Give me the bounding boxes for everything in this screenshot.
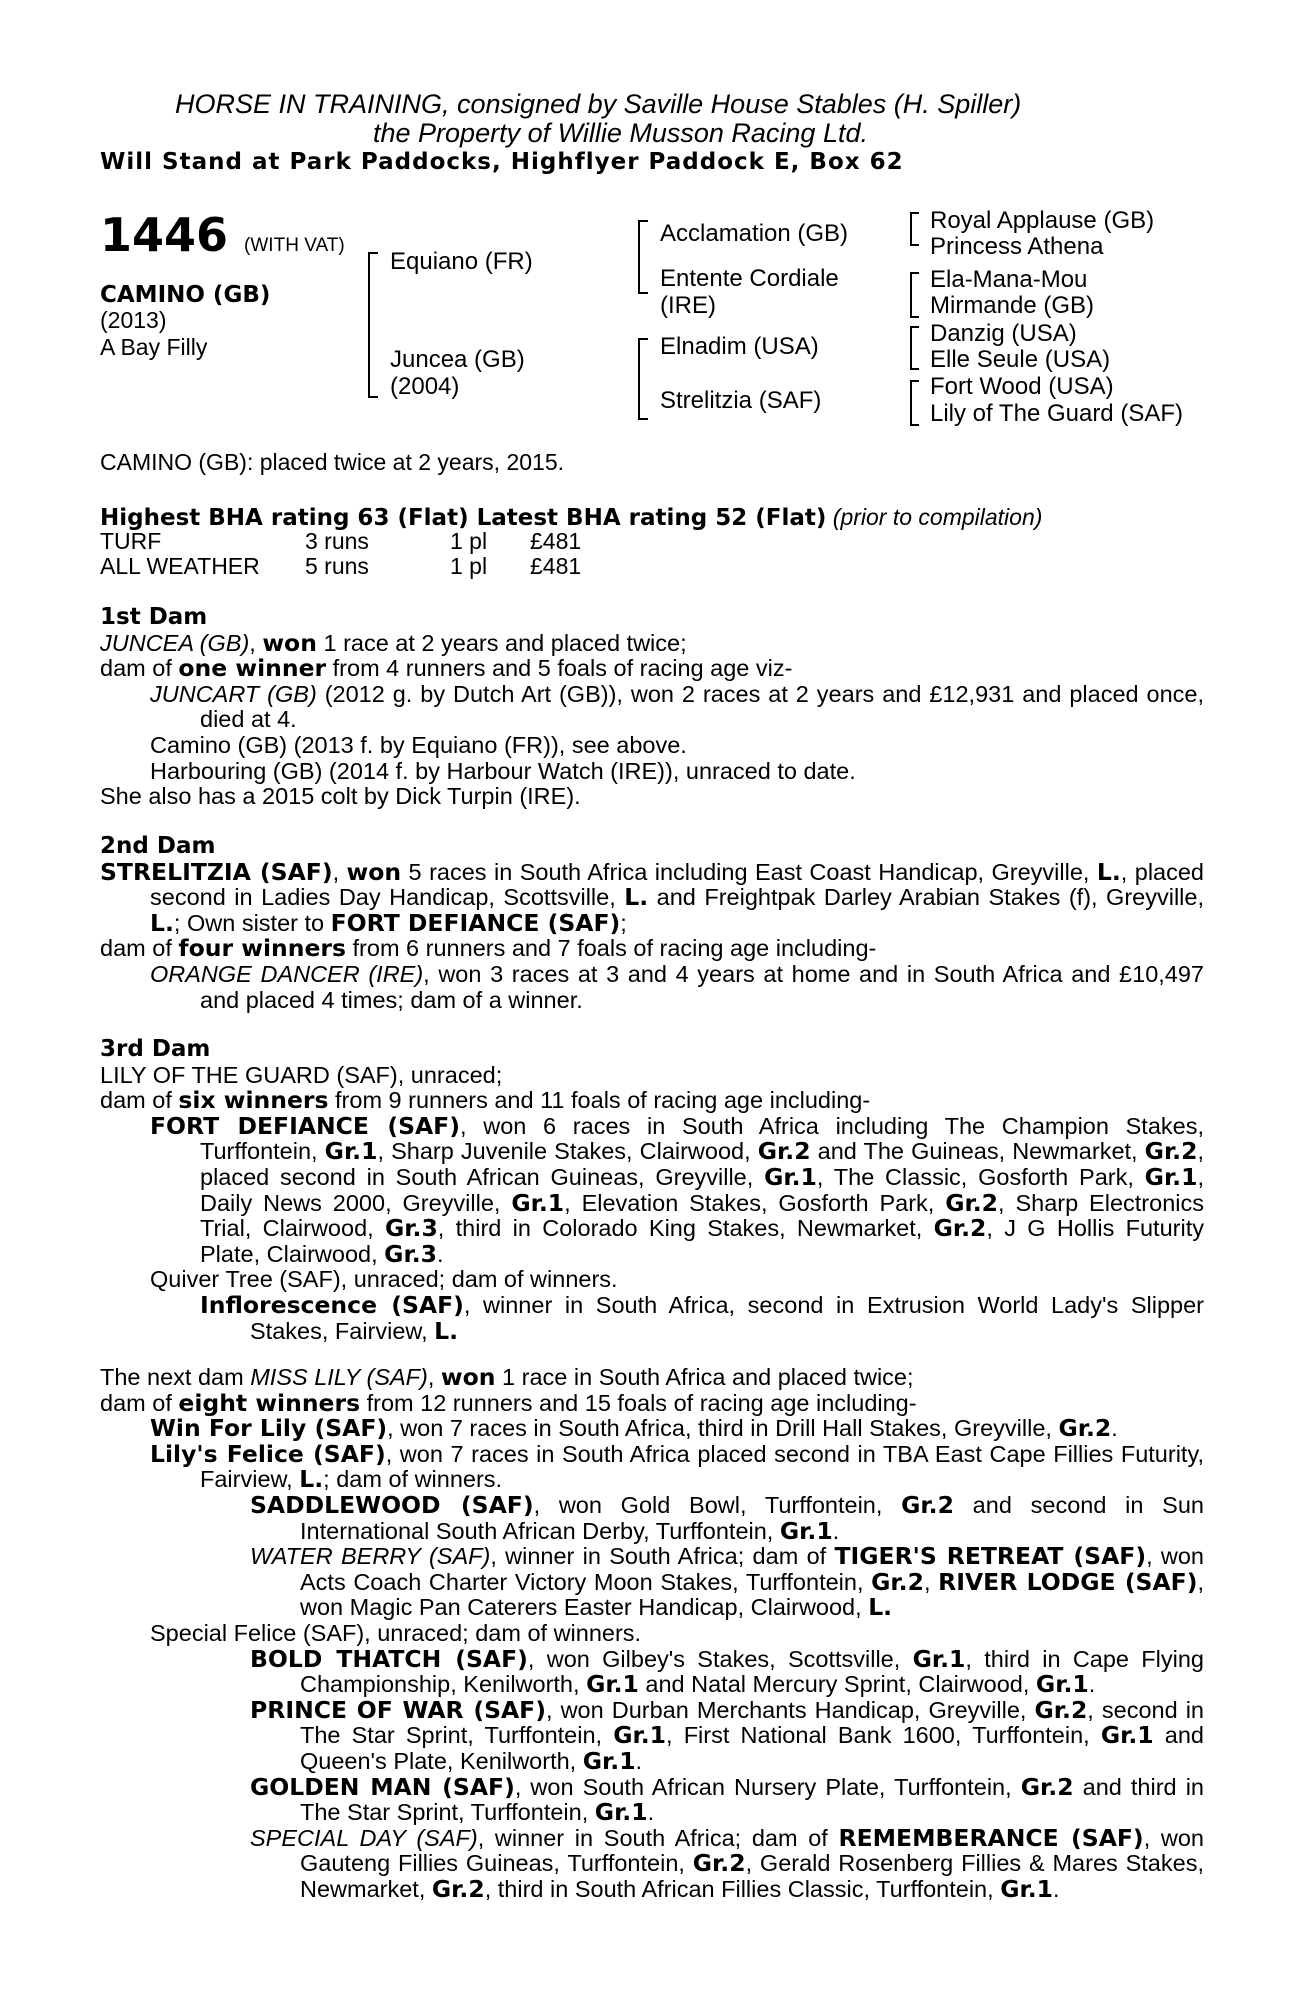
text: dam of xyxy=(100,935,179,962)
paragraph: Harbouring (GB) (2014 f. by Harbour Watch (IRE)), unraced to date. xyxy=(150,757,856,784)
text: , Gerald Rosenberg Fillies & Mares Stakes, Newmarket, xyxy=(300,1850,1204,1902)
header-line-3: Will Stand at Park Paddocks, Highflyer Paddock E, Box 62 xyxy=(100,149,904,175)
text: and second in Sun International South African Derby, Turffontein, xyxy=(300,1491,1204,1544)
horse-description: A Bay Filly xyxy=(100,334,208,360)
horse-name: ORANGE DANCER (IRE) xyxy=(150,960,424,987)
winners-count: one winner xyxy=(178,654,327,683)
grade: Gr.1 xyxy=(1100,1721,1154,1750)
text: , won South African Nursery Plate, Turffontein, xyxy=(514,1773,1021,1800)
text: , third in Cape Flying Championship, Kenilworth, xyxy=(300,1645,1204,1698)
table-cell: TURF xyxy=(100,528,162,554)
pedigree-sdd: Mirmande (GB) xyxy=(930,292,1095,319)
text: . xyxy=(1088,1671,1096,1698)
rating-note: (prior to compilation) xyxy=(832,504,1043,530)
paragraph xyxy=(100,1088,1204,1114)
grade: Gr.1 xyxy=(1000,1874,1054,1903)
grade: Gr.2 xyxy=(933,1214,987,1243)
paragraph xyxy=(100,962,1204,1013)
text: , won 3 races at 3 and 4 years at home and in South Africa and £10,497 and placed 4 times; dam of a winner. xyxy=(200,960,1204,1013)
grade: Gr.1 xyxy=(779,1516,833,1545)
horse-name: FORT DEFIANCE (SAF) xyxy=(330,908,621,937)
header-line-2: the Property of Willie Musson Racing Ltd. xyxy=(373,118,868,148)
text: dam of xyxy=(100,1087,179,1114)
paragraph xyxy=(100,1644,1204,1699)
grade: L. xyxy=(434,1316,459,1345)
horse-name: FORT DEFIANCE (SAF) xyxy=(150,1111,460,1140)
table-cell: £481 xyxy=(530,553,582,579)
horse-name: Win For Lily (SAF) xyxy=(150,1414,388,1443)
grade: L. xyxy=(1096,857,1121,886)
grade: Gr.3 xyxy=(384,1214,438,1243)
text: ; dam of winners. xyxy=(323,1466,503,1493)
pedigree-sire: Equiano (FR) xyxy=(390,248,533,275)
horse-name: MISS LILY (SAF) xyxy=(250,1364,428,1390)
grade: Gr.2 xyxy=(1058,1414,1112,1443)
horse-name: BOLD THATCH (SAF) xyxy=(250,1644,528,1673)
brace-4a xyxy=(910,212,919,246)
pedigree-ssd: Princess Athena xyxy=(930,233,1104,260)
won-text: won xyxy=(440,1363,496,1391)
paragraph: JUNCEA (GB), won 1 race at 2 years and placed twice; xyxy=(100,628,687,657)
text: from 6 runners and 7 foals of racing age including- xyxy=(346,935,877,962)
pedigree-dam: Juncea (GB) xyxy=(390,346,525,373)
grade: Gr.1 xyxy=(1144,1162,1198,1191)
text: and third in The Star Sprint, Turffontein, xyxy=(300,1773,1204,1826)
paragraph: FORT DEFIANCE (SAF), won 6 races in South Africa including The Champion Stakes, Turffontein, Gr.1, Sharp Juvenile Stakes, Clairwood, Gr.2 and The Guineas, Newmarket, Gr.2, placed second in South African Guineas, Greyville, Gr.1, The Classic, Gosforth Park, Gr.1, Daily News 2000, Greyville, Gr.1, Elevation Stakes, Gosforth Park, Gr.2, Sharp Electronics Trial, Clairwood, Gr.3, third in Colorado King Stakes, Newmarket, Gr.2, J G Hollis Futurity Plate, Clairwood, Gr.3. xyxy=(150,1111,1204,1268)
text: , second in The Star Sprint, Turffontein, xyxy=(300,1696,1205,1749)
text: 1 race in South Africa and placed twice; xyxy=(495,1364,914,1390)
table-cell: ALL WEATHER xyxy=(100,553,260,579)
horse-name: STRELITZIA (SAF) xyxy=(100,857,333,886)
runs-table xyxy=(100,529,581,579)
vat-label: (WITH VAT) xyxy=(244,235,345,256)
grade: L. xyxy=(150,908,174,937)
paragraph xyxy=(100,1388,1204,1417)
text: , Daily News 2000, Greyville, xyxy=(200,1163,1204,1216)
table-cell: 1 pl xyxy=(450,553,488,579)
grade: L. xyxy=(868,1593,893,1622)
text: 5 races in South Africa including East Coast Handicap, Greyville, xyxy=(401,858,1097,885)
text: dam of xyxy=(100,655,179,682)
text: , Sharp Electronics Trial, Clairwood, xyxy=(200,1189,1204,1242)
sire-parents-brace xyxy=(638,220,648,294)
lot-number-value: 1446 xyxy=(100,208,229,262)
text: ; Own sister to xyxy=(173,909,331,936)
rating-bold: Highest BHA rating 63 (Flat) Latest BHA rating 52 (Flat) xyxy=(100,505,827,531)
pedigree-dsd: Elle Seule (USA) xyxy=(930,346,1111,373)
paragraph xyxy=(100,1290,1204,1345)
text: , won Durban Merchants Handicap, Greyville, xyxy=(545,1696,1035,1723)
paragraph xyxy=(100,936,1204,962)
text: , Elevation Stakes, Gosforth Park, xyxy=(564,1189,946,1216)
text: , won Acts Coach Charter Victory Moon Stakes, Turffontein, xyxy=(300,1543,1204,1595)
text: , won Gold Bowl, Turffontein, xyxy=(533,1491,902,1518)
text: dam of xyxy=(100,1389,179,1416)
pedigree-dss: Danzig (USA) xyxy=(930,320,1077,347)
pedigree-dam-sire: Elnadim (USA) xyxy=(660,333,819,360)
grade: L. xyxy=(624,883,649,912)
horse-name: SPECIAL DAY (SAF) xyxy=(250,1824,478,1851)
text: . xyxy=(1053,1875,1060,1902)
pedigree-sire-sire: Acclamation (GB) xyxy=(660,220,849,247)
text: and The Guineas, Newmarket, xyxy=(810,1138,1145,1165)
header-line-1: HORSE IN TRAINING, consigned by Saville House Stables (H. Spiller) xyxy=(175,89,1022,119)
text: , won Magic Pan Caterers Easter Handicap, Clairwood, xyxy=(300,1568,1204,1621)
horse-name: Lily's Felice (SAF) xyxy=(150,1439,386,1468)
brace-4d xyxy=(910,380,919,426)
table-cell: 5 runs xyxy=(305,553,369,579)
horse-name: Inflorescence (SAF) xyxy=(200,1290,464,1319)
table-cell: £481 xyxy=(530,528,582,554)
grade: L. xyxy=(299,1465,324,1494)
paragraph: WATER BERRY (SAF), winner in South Africa; dam of TIGER'S RETREAT (SAF), won Acts Coach Charter Victory Moon Stakes, Turffontein, Gr.2, RIVER LODGE (SAF), won Magic Pan Caterers Easter Handicap, Clairwood, L. xyxy=(250,1542,1204,1622)
grade: Gr.2 xyxy=(1144,1137,1198,1166)
text: (2012 g. by Dutch Art (GB)), won 2 races at 2 years and £12,931 and placed once, died at 4. xyxy=(200,680,1205,733)
table-row xyxy=(100,554,581,579)
table-cell: 3 runs xyxy=(305,528,369,554)
rating-line xyxy=(100,504,1042,531)
text: , won Gauteng Fillies Guineas, Turffontein, xyxy=(300,1824,1205,1877)
text: The next dam xyxy=(100,1364,251,1390)
horse-name: WATER BERRY (SAF) xyxy=(250,1543,491,1570)
brace-4c xyxy=(910,326,919,370)
pedigree-dds: Fort Wood (USA) xyxy=(930,373,1114,400)
table-cell: 1 pl xyxy=(450,528,488,554)
grade: Gr.2 xyxy=(1034,1695,1088,1724)
grade: Gr.1 xyxy=(324,1137,378,1166)
grade: Gr.2 xyxy=(945,1188,999,1217)
table-row xyxy=(100,529,581,554)
text: , winner in South Africa, second in Extrusion World Lady's Slipper Stakes, Fairview, xyxy=(250,1291,1204,1344)
lot-number xyxy=(100,210,345,271)
grade: Gr.3 xyxy=(384,1239,437,1268)
text: , winner in South Africa; dam of xyxy=(490,1543,835,1570)
horse-name: SADDLEWOOD (SAF) xyxy=(250,1490,534,1519)
paragraph: She also has a 2015 colt by Dick Turpin (IRE). xyxy=(100,783,581,810)
second-dam-section xyxy=(100,834,1204,1013)
horse-year: (2013) xyxy=(100,307,167,333)
pedigree-dam-dam: Strelitzia (SAF) xyxy=(660,387,822,414)
horse-name: JUNCART (GB) xyxy=(150,680,317,707)
grade: Gr.1 xyxy=(912,1644,966,1673)
paragraph: LILY OF THE GUARD (SAF), unraced; xyxy=(100,1061,503,1088)
grade: Gr.1 xyxy=(582,1746,636,1775)
pedigree-sss: Royal Applause (GB) xyxy=(930,207,1155,234)
section-title: 1st Dam xyxy=(100,604,208,630)
grade: Gr.2 xyxy=(901,1490,954,1519)
horse-name: PRINCE OF WAR (SAF) xyxy=(250,1695,546,1724)
won-text: won xyxy=(262,628,317,657)
text: , won 7 races in South Africa placed second in TBA East Cape Fillies Futurity, Fairview, xyxy=(200,1440,1204,1493)
sire-brace xyxy=(368,252,378,398)
text: , J G Hollis Futurity Plate, Clairwood, xyxy=(200,1215,1204,1267)
grade: Gr.1 xyxy=(594,1798,648,1827)
paragraph: Camino (GB) (2013 f. by Equiano (FR)), see above. xyxy=(150,731,687,758)
pedigree-dam-year: (2004) xyxy=(390,373,460,400)
grade: Gr.2 xyxy=(692,1849,746,1878)
text: , third in South African Fillies Classic, Turffontein, xyxy=(484,1875,1001,1902)
section-title: 3rd Dam xyxy=(100,1036,211,1062)
winners-count: eight winners xyxy=(178,1388,361,1417)
paragraph xyxy=(100,1772,1204,1827)
horse-name: JUNCEA (GB) xyxy=(100,629,250,656)
text: , third in Colorado King Stakes, Newmarket, xyxy=(437,1215,934,1242)
horse-name: GOLDEN MAN (SAF) xyxy=(250,1772,515,1801)
first-dam-section xyxy=(100,605,1204,810)
text: , Sharp Juvenile Stakes, Clairwood, xyxy=(377,1138,758,1165)
pedigree-ddd: Lily of The Guard (SAF) xyxy=(930,400,1183,427)
text: from 9 runners and 11 foals of racing age including- xyxy=(328,1087,871,1114)
paragraph xyxy=(100,1823,1205,1903)
grade: Gr.1 xyxy=(586,1670,639,1699)
winners-count: four winners xyxy=(178,934,346,963)
third-dam-section xyxy=(100,1037,1204,1344)
pedigree-sire-dam: Entente Cordiale xyxy=(660,265,839,292)
won-text: won xyxy=(346,857,402,886)
paragraph: Special Felice (SAF), unraced; dam of winners. xyxy=(150,1619,642,1646)
text: . xyxy=(1111,1415,1118,1442)
paragraph: Quiver Tree (SAF), unraced; dam of winners. xyxy=(150,1266,618,1293)
text: from 12 runners and 15 foals of racing age including- xyxy=(360,1389,917,1416)
brace-4b xyxy=(910,272,919,318)
section-title: 2nd Dam xyxy=(100,833,216,859)
grade: Gr.1 xyxy=(511,1188,565,1217)
text: , The Classic, Gosforth Park, xyxy=(816,1163,1145,1190)
text: . xyxy=(647,1799,655,1826)
paragraph: STRELITZIA (SAF), won 5 races in South Africa including East Coast Handicap, Greyville, L., placed second in Ladies Day Handicap, Scottsville, L. and Freightpak Darley Arabian Stakes (f), Greyville, L.; Own sister to FORT DEFIANCE (SAF); xyxy=(100,857,1204,937)
text: . xyxy=(635,1747,643,1774)
text: , won Gilbey's Stakes, Scottsville, xyxy=(527,1645,913,1672)
text: , winner in South Africa; dam of xyxy=(477,1824,839,1851)
winners-count: six winners xyxy=(178,1086,329,1115)
grade: Gr.2 xyxy=(1020,1772,1074,1801)
horse-name: REMEMBERANCE (SAF) xyxy=(838,1823,1144,1852)
text: , won 6 races in South Africa including The Champion Stakes, Turffontein, xyxy=(200,1112,1204,1165)
paragraph xyxy=(100,682,1204,733)
race-summary: CAMINO (GB): placed twice at 2 years, 2015. xyxy=(100,449,565,475)
horse-name: RIVER LODGE (SAF) xyxy=(938,1567,1198,1596)
pedigree-sire-dam-2: (IRE) xyxy=(660,292,716,319)
text: , placed second in Ladies Day Handicap, Scottsville, xyxy=(150,858,1204,911)
paragraph xyxy=(100,1439,1204,1494)
text: 1 race at 2 years and placed twice; xyxy=(316,629,687,656)
dam-parents-brace xyxy=(638,338,648,420)
text: ; xyxy=(620,909,627,936)
grade: Gr.1 xyxy=(1035,1670,1089,1699)
paragraph xyxy=(100,1695,1205,1775)
text: , won 7 races in South Africa, third in Drill Hall Stakes, Greyville, xyxy=(387,1415,1059,1442)
grade: Gr.1 xyxy=(613,1721,667,1750)
text: , First National Bank 1600, Turffontein, xyxy=(666,1722,1101,1749)
next-dam-section xyxy=(100,1365,1204,1902)
grade: Gr.2 xyxy=(871,1567,924,1596)
grade: Gr.2 xyxy=(757,1137,811,1166)
paragraph xyxy=(100,1490,1204,1545)
paragraph: The next dam MISS LILY (SAF), won 1 race in South Africa and placed twice; xyxy=(100,1363,914,1391)
text: and Freightpak Darley Arabian Stakes (f), Greyville, xyxy=(648,884,1204,911)
text: and Queen's Plate, Kenilworth, xyxy=(300,1722,1204,1774)
horse-name: TIGER'S RETREAT (SAF) xyxy=(834,1542,1147,1571)
text: and Natal Mercury Sprint, Clairwood, xyxy=(638,1671,1036,1698)
pedigree-sds: Ela-Mana-Mou xyxy=(930,266,1088,293)
grade: Gr.1 xyxy=(764,1162,817,1191)
paragraph xyxy=(100,656,1204,682)
grade: Gr.2 xyxy=(431,1874,485,1903)
text: . xyxy=(832,1517,840,1544)
paragraph xyxy=(100,1416,1204,1442)
text: from 4 runners and 5 foals of racing age viz- xyxy=(326,655,793,682)
text: , placed second in South African Guineas, Greyville, xyxy=(200,1138,1204,1190)
horse-name: CAMINO (GB) xyxy=(100,282,271,308)
